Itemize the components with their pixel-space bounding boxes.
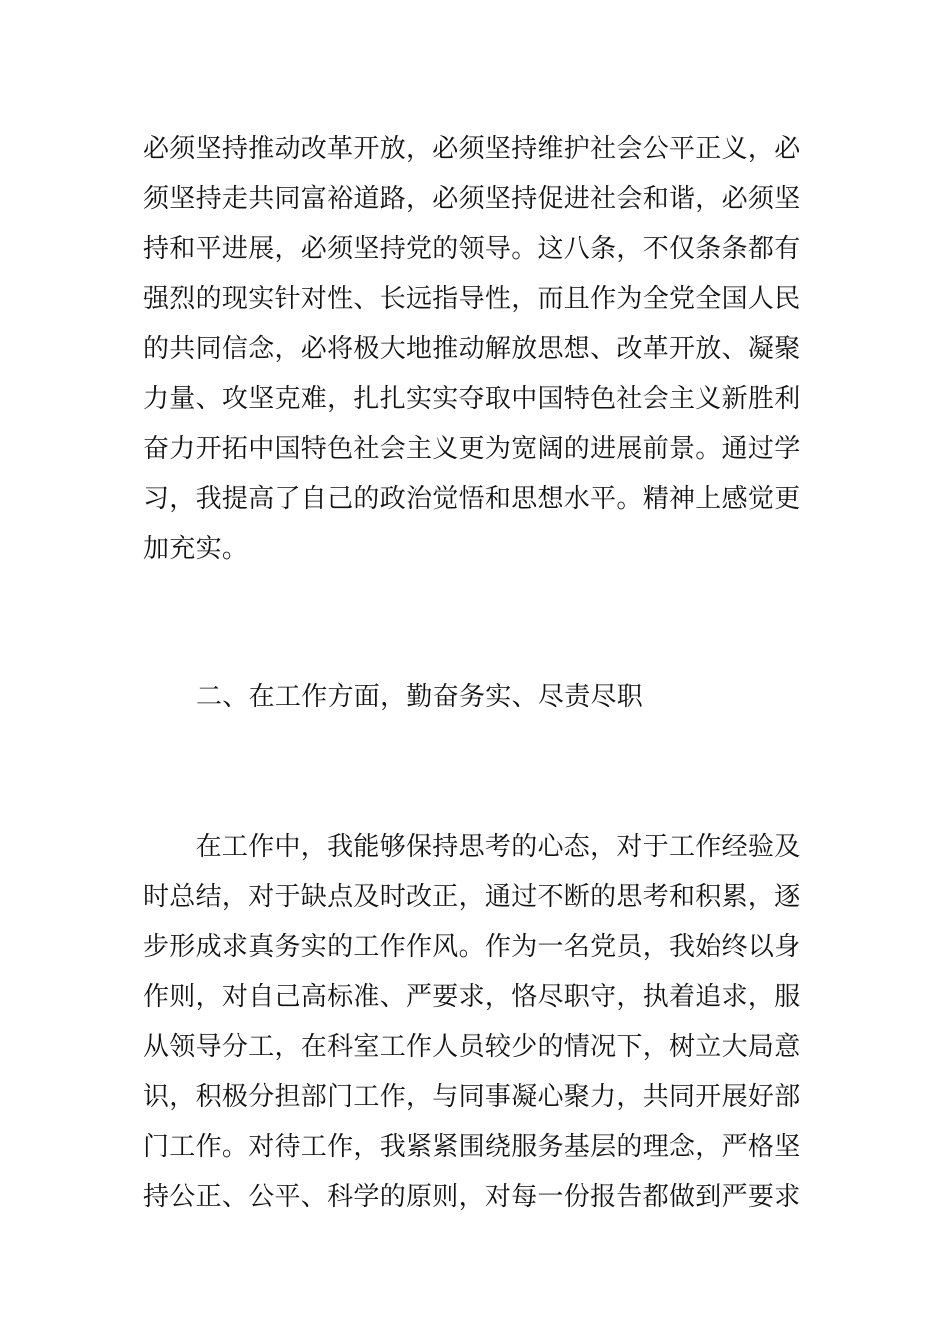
section-heading: 二、在工作方面，勤奋务实、尽责尽职 [196,682,644,712]
paragraph-line: 加充实。 [143,534,249,564]
paragraph-line: 在工作中，我能够保持思考的心态，对于工作经验及 [143,832,801,862]
paragraph-line: 习，我提高了自己的政治觉悟和思想水平。精神上感觉更 [143,484,801,514]
paragraph-line: 从领导分工，在科室工作人员较少的情况下，树立大局意 [143,1032,801,1062]
paragraph-line: 持和平进展，必须坚持党的领导。这八条，不仅条条都有 [143,234,801,264]
paragraph-line: 时总结，对于缺点及时改正，通过不断的思考和积累，逐 [143,882,801,912]
paragraph-line: 强烈的现实针对性、长远指导性，而且作为全党全国人民 [143,284,801,314]
paragraph-line: 必须坚持推动改革开放，必须坚持维护社会公平正义，必 [143,134,801,164]
paragraph-line: 持公正、公平、科学的原则，对每一份报告都做到严要求 [143,1182,801,1212]
body-paragraph-2 [143,822,813,1222]
paragraph-line: 门工作。对待工作，我紧紧围绕服务基层的理念，严格坚 [143,1132,801,1162]
paragraph-line: 作则，对自己高标准、严要求，恪尽职守，执着追求，服 [143,982,801,1012]
paragraph-line: 的共同信念，必将极大地推动解放思想、改革开放、凝聚 [143,334,801,364]
paragraph-line: 奋力开拓中国特色社会主义更为宽阔的进展前景。通过学 [143,434,801,464]
paragraph-line: 识，积极分担部门工作，与同事凝心聚力，共同开展好部 [143,1082,801,1112]
paragraph-line: 步形成求真务实的工作作风。作为一名党员，我始终以身 [143,932,801,962]
body-paragraph-1 [143,124,813,574]
paragraph-line: 须坚持走共同富裕道路，必须坚持促进社会和谐，必须坚 [143,184,801,214]
paragraph-line: 力量、攻坚克难，扎扎实实夺取中国特色社会主义新胜利 [143,384,801,414]
